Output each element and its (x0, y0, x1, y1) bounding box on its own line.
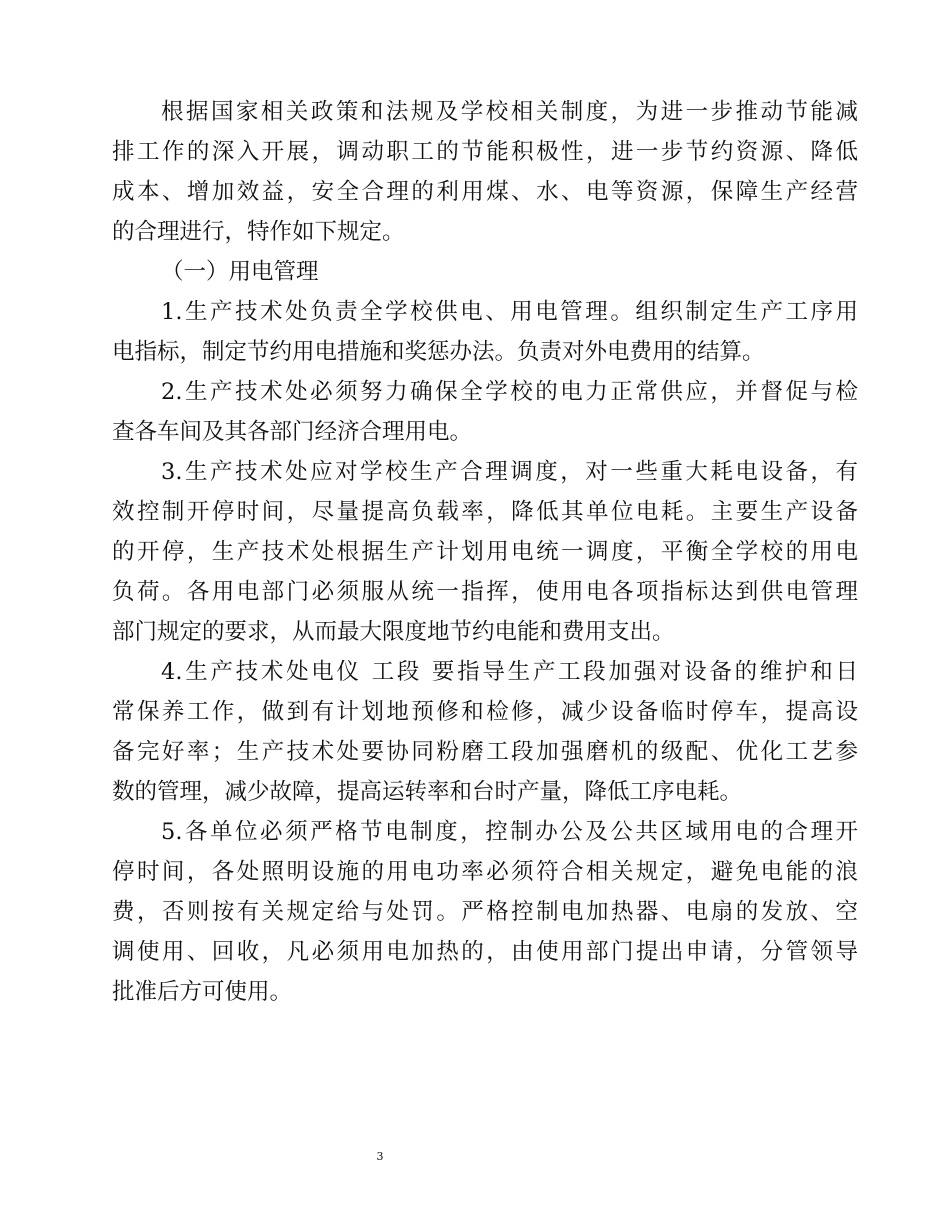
item-4-line-3: 备完好率；生产技术处要协同粉磨工段加强磨机的级配、优化工艺参 (112, 739, 858, 765)
item-5-line-2: 停时间，各处照明设施的用电功率必须符合相关规定，避免电能的浪 (112, 859, 858, 885)
item-3-line-4: 负荷。各用电部门必须服从统一指挥，使用电各项指标达到供电管理 (112, 579, 858, 605)
item-4-line-1: 4.生产技术处电仪 工段 要指导生产工段加强对设备的维护和日 (161, 659, 858, 685)
item-3-line-3: 的开停，生产技术处根据生产计划用电统一调度，平衡全学校的用电 (112, 539, 858, 565)
intro-line-2: 排工作的深入开展，调动职工的节能积极性，进一步节约资源、降低 (112, 139, 858, 165)
item-5-line-3: 费，否则按有关规定给与处罚。严格控制电加热器、电扇的发放、空 (112, 899, 858, 925)
intro-line-4: 的合理进行，特作如下规定。 (112, 219, 405, 245)
item-3-line-2: 效控制开停时间，尽量提高负载率，降低其单位电耗。主要生产设备 (112, 499, 858, 525)
item-5-line-5: 批准后方可使用。 (112, 979, 293, 1005)
item-3-line-5: 部门规定的要求，从而最大限度地节约电能和费用支出。 (112, 619, 675, 645)
section-heading: （一）用电管理 (161, 259, 319, 285)
item-5-line-4: 调使用、回收，凡必须用电加热的，由使用部门提出申请，分管领导 (112, 939, 858, 965)
item-2-line-1: 2.生产技术处必须努力确保全学校的电力正常供应，并督促与检 (161, 379, 858, 405)
item-5-line-1: 5.各单位必须严格节电制度，控制办公及公共区域用电的合理开 (161, 819, 858, 845)
item-4-line-4: 数的管理，减少故障，提高运转率和台时产量，降低工序电耗。 (112, 779, 743, 805)
document-body (112, 92, 858, 1012)
item-2-line-2: 查各车间及其各部门经济合理用电。 (112, 419, 473, 445)
intro-line-1: 根据国家相关政策和法规及学校相关制度，为进一步推动节能减 (161, 99, 858, 125)
item-1-line-2: 电指标，制定节约用电措施和奖惩办法。负责对外电费用的结算。 (112, 339, 765, 365)
page-number: 3 (376, 1150, 384, 1163)
item-3-line-1: 3.生产技术处应对学校生产合理调度，对一些重大耗电设备，有 (161, 459, 858, 485)
item-4-line-2: 常保养工作，做到有计划地预修和检修，减少设备临时停车，提高设 (112, 699, 858, 725)
intro-line-3: 成本、增加效益，安全合理的利用煤、水、电等资源，保障生产经营 (112, 179, 858, 205)
item-1-line-1: 1.生产技术处负责全学校供电、用电管理。组织制定生产工序用 (161, 299, 858, 325)
